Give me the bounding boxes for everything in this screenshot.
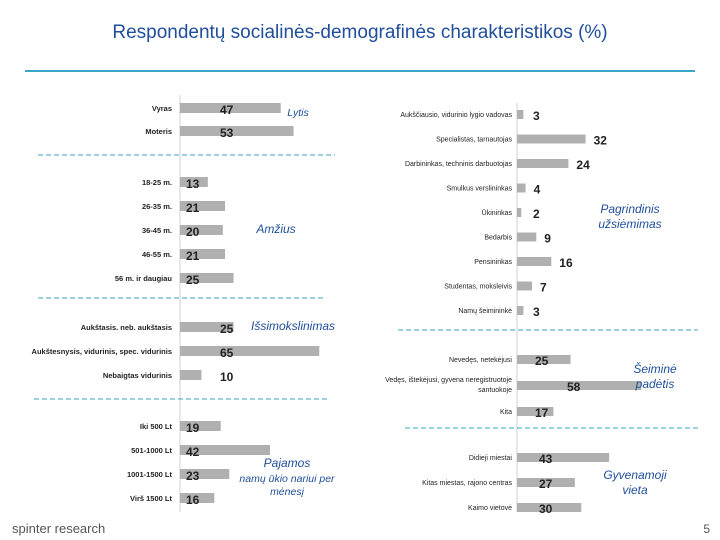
category-label-pagrindinis-uzsiemimas-3: Darbininkas, techninis darbuotojas [404,161,512,168]
category-label-seimine-padetis-2: Vedęs, ištekėjusi, gyvena neregistruotoje santuokoje [385,377,512,394]
category-label-lytis-1: Vyras [151,104,172,113]
section-label-seimine-padetis: Šeiminė padėtis [633,362,677,391]
value-label-pagrindinis-uzsiemimas-6: 9 [544,231,551,246]
category-label-amzius-1: 18-25 m. [141,178,172,187]
value-label-lytis-1: 47 [220,103,234,117]
bar-gyvenamoji-vieta-1 [517,453,609,462]
value-label-pagrindinis-uzsiemimas-3: 24 [576,158,590,172]
value-label-amzius-4: 21 [186,249,200,263]
category-label-seimine-padetis-1: Nevedęs, netekėjusi [448,357,512,364]
category-label-amzius-4: 46-55 m. [141,250,172,259]
value-label-seimine-padetis-2: 58 [567,380,581,394]
category-label-pagrindinis-uzsiemimas-7: Pensininkas [474,259,512,266]
category-label-pajamos-3: 1001-1500 Lt [126,470,172,479]
value-label-gyvenamoji-vieta-3: 30 [539,502,553,516]
category-label-pagrindinis-uzsiemimas-5: Ūkininkas [481,210,512,217]
bar-pagrindinis-uzsiemimas-6 [517,233,536,242]
bar-pagrindinis-uzsiemimas-8 [517,282,532,291]
bar-pagrindinis-uzsiemimas-4 [517,184,526,193]
category-label-pagrindinis-uzsiemimas-1: Aukščiausio, vidurinio lygio vadovas [400,112,512,119]
bar-pagrindinis-uzsiemimas-9 [517,306,523,315]
category-label-pagrindinis-uzsiemimas-6: Bedarbis [484,234,512,242]
value-label-pagrindinis-uzsiemimas-4: 4 [533,182,541,197]
category-label-pagrindinis-uzsiemimas-9: Namų šeimininkė [458,308,512,315]
value-label-pajamos-1: 19 [186,421,200,435]
value-label-pagrindinis-uzsiemimas-7: 16 [559,256,573,270]
section-label-amzius: Amžius [256,222,296,236]
page-title: Respondentų socialinės-demografinės charakteristikos (%) [112,22,608,43]
bar-lytis-2 [180,126,294,136]
page-number: 5 [703,522,710,536]
section-label-pagrindinis-uzsiemimas: Pagrindinis užsiėmimas [598,202,662,231]
value-label-pagrindinis-uzsiemimas-1: 3 [533,109,540,123]
company-logo: spinter research [12,521,106,536]
value-label-seimine-padetis-1: 25 [535,354,549,368]
section-label-pajamos: Pajamos [263,456,311,470]
value-label-lytis-2: 53 [220,126,234,140]
value-label-amzius-5: 25 [186,273,200,287]
value-label-pagrindinis-uzsiemimas-5: 2 [533,207,540,221]
value-label-amzius-3: 20 [186,225,200,239]
section-label-lytis: Lytis [287,107,309,119]
value-label-pagrindinis-uzsiemimas-8: 7 [540,280,547,295]
section-label-issimokslinimas: Išsimokslinimas [250,319,336,333]
value-label-amzius-2: 21 [186,201,200,215]
value-label-gyvenamoji-vieta-1: 43 [539,452,553,466]
category-label-issimokslinimas-3: Nebaigtas vidurinis [102,371,172,380]
category-label-amzius-5: 56 m. ir daugiau [114,274,172,283]
category-label-seimine-padetis-3: Kita [499,409,512,416]
value-label-pajamos-2: 42 [186,445,200,459]
bar-pagrindinis-uzsiemimas-5 [517,208,521,217]
section-label-gyvenamoji-vieta: Gyvenamoji vieta [603,468,667,497]
category-label-gyvenamoji-vieta-1: Didieji miestai [468,455,512,462]
category-label-amzius-3: 36-45 m. [141,226,172,235]
category-label-lytis-2: Moteris [145,127,172,136]
bar-pagrindinis-uzsiemimas-7 [517,257,551,266]
category-label-gyvenamoji-vieta-3: Kaimo vietovė [468,505,512,512]
section-sublabel-pajamos: namų ūkio nariui per mėnesį [239,473,335,498]
category-label-issimokslinimas-1: Aukštasis. neb. aukštasis [80,323,172,332]
value-label-gyvenamoji-vieta-2: 27 [539,477,553,491]
value-label-issimokslinimas-3: 10 [220,370,234,384]
value-label-amzius-1: 13 [186,177,200,191]
category-label-gyvenamoji-vieta-2: Kitas miestas, rajono centras [422,480,512,487]
category-label-pagrindinis-uzsiemimas-2: Specialistas, tarnautojas [436,136,512,144]
value-label-pagrindinis-uzsiemimas-2: 32 [593,133,607,148]
value-label-issimokslinimas-2: 65 [220,346,234,360]
category-label-pajamos-4: Virš 1500 Lt [130,494,172,503]
category-label-pagrindinis-uzsiemimas-4: Smulkus verslininkas [446,185,512,193]
category-label-issimokslinimas-2: Aukštesnysis, vidurinis, spec. vidurinis [31,347,172,356]
bar-pagrindinis-uzsiemimas-3 [517,159,568,168]
value-label-issimokslinimas-1: 25 [220,322,234,336]
bar-issimokslinimas-2 [180,346,319,356]
value-label-pajamos-3: 23 [186,469,200,483]
bar-issimokslinimas-3 [180,370,201,380]
value-label-pajamos-4: 16 [186,493,200,507]
category-label-amzius-2: 26-35 m. [141,202,172,211]
category-label-pagrindinis-uzsiemimas-8: Studentas, moksleivis [444,283,512,291]
value-label-pagrindinis-uzsiemimas-9: 3 [533,305,540,319]
bar-pagrindinis-uzsiemimas-2 [517,135,586,144]
category-label-pajamos-2: 501-1000 Lt [131,446,172,455]
category-label-pajamos-1: Iki 500 Lt [139,422,172,431]
bar-pagrindinis-uzsiemimas-1 [517,110,523,119]
value-label-seimine-padetis-3: 17 [535,406,549,420]
